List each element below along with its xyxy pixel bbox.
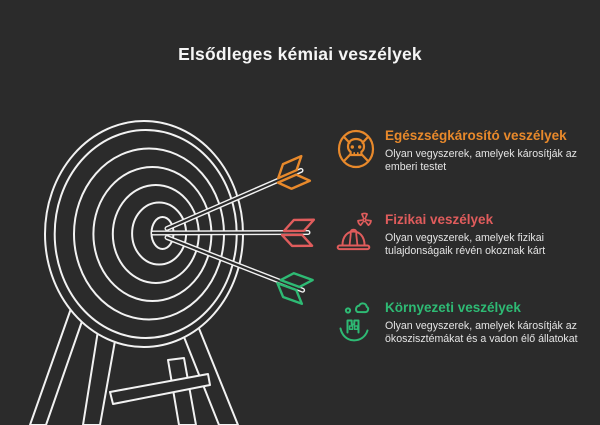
page-title: Elsődleges kémiai veszélyek — [178, 44, 422, 64]
hazard-description-environmental: Olyan vegyszerek, amelyek károsítják az ökoszisztémákat és a vadon élő állatokat — [385, 319, 578, 346]
hazard-description-physical: Olyan vegyszerek, amelyek fizikai tulajdonságaik révén okoznak kárt — [385, 231, 546, 258]
hazard-text-environmental — [385, 299, 581, 347]
hazard-heading-physical: Fizikai veszélyek — [385, 212, 494, 227]
hazard-heading-health: Egészségkárosító veszélyek — [385, 128, 567, 143]
toxic-skull-icon — [336, 127, 376, 171]
hazard-text-health — [385, 127, 581, 175]
hazard-item-health — [336, 127, 581, 175]
pollution-factory-icon — [336, 299, 376, 343]
hazard-item-physical — [336, 211, 581, 259]
hard-hat-radiation-icon — [336, 211, 376, 255]
hazard-text-physical — [385, 211, 581, 259]
hazard-item-environmental — [336, 299, 581, 347]
hazard-heading-environmental: Környezeti veszélyek — [385, 300, 521, 315]
hazard-description-health: Olyan vegyszerek, amelyek károsítják az emberi testet — [385, 147, 577, 174]
